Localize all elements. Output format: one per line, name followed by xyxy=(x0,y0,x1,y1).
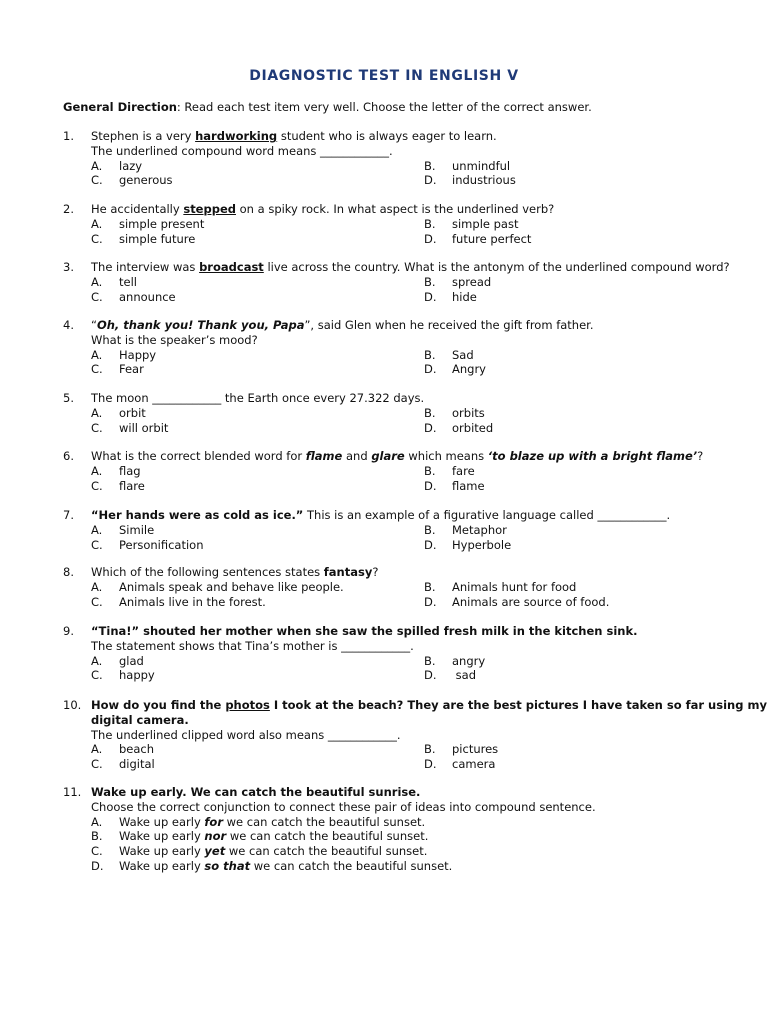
option-text: Animals speak and behave like people. xyxy=(119,579,344,594)
direction-text: : Read each test item very well. Choose the letter of the correct answer. xyxy=(176,100,592,114)
option-letter: A. xyxy=(91,347,103,362)
answer-options xyxy=(91,348,723,378)
answer-options xyxy=(91,742,723,772)
question-stem xyxy=(91,260,730,275)
option-letter: C. xyxy=(91,757,103,772)
question-stem: The moon ____________ the Earth once every 27.322 days. xyxy=(91,391,425,405)
answer-options xyxy=(91,580,723,610)
option-letter: C. xyxy=(91,537,103,552)
stem-text: How do you find the xyxy=(91,698,226,712)
option-b xyxy=(424,217,518,232)
option-c xyxy=(91,538,203,553)
option-b xyxy=(424,348,474,363)
option-text: simple future xyxy=(119,231,196,246)
option-text: orbits xyxy=(452,405,485,420)
option-a xyxy=(91,159,142,174)
option-a xyxy=(91,742,154,757)
option-text: orbited xyxy=(452,420,494,435)
option-d xyxy=(424,173,516,188)
option-letter: D. xyxy=(424,420,437,435)
question-number: 6. xyxy=(63,449,74,463)
option-letter: A. xyxy=(91,522,103,537)
option-b xyxy=(424,523,507,538)
option-text: will orbit xyxy=(119,420,169,435)
question-number: 11. xyxy=(63,785,82,799)
option-text: Wake up early xyxy=(119,829,205,844)
option-c xyxy=(91,232,195,247)
underlined-word: broadcast xyxy=(199,260,264,274)
option-text: lazy xyxy=(119,158,143,173)
option-letter: A. xyxy=(91,742,103,757)
question-stem xyxy=(91,698,767,713)
option-letter: C. xyxy=(91,420,103,435)
option-text: Angry xyxy=(452,362,486,377)
option-text: we can catch the beautiful sunset. xyxy=(225,844,428,859)
option-text: simple present xyxy=(119,216,205,231)
option-letter: D. xyxy=(424,362,437,377)
option-text: fare xyxy=(452,463,475,478)
conjunction: so that xyxy=(204,858,251,873)
option-d xyxy=(424,538,511,553)
option-letter: D. xyxy=(424,594,437,609)
question-number: 2. xyxy=(63,202,74,216)
option-text: announce xyxy=(119,289,176,304)
question-8 xyxy=(63,565,723,609)
option-letter: B. xyxy=(424,463,436,478)
option-a xyxy=(91,815,723,830)
question-3 xyxy=(63,260,730,304)
option-text: generous xyxy=(119,173,173,188)
question-11 xyxy=(63,785,723,874)
option-b xyxy=(424,742,498,757)
option-text: tell xyxy=(119,274,137,289)
option-letter: C. xyxy=(91,173,103,188)
question-number: 5. xyxy=(63,391,74,405)
stem-text: I took at the beach? They are the best pictures I have taken so far using my xyxy=(269,698,767,712)
option-text: Wake up early xyxy=(119,858,205,873)
option-c xyxy=(91,290,176,305)
question-stem xyxy=(91,318,723,333)
option-text: industrious xyxy=(452,173,516,188)
option-letter: B. xyxy=(424,274,436,289)
option-text: Metaphor xyxy=(452,522,507,537)
option-text: Hyperbole xyxy=(452,537,512,552)
quoted-sentence: “Her hands were as cold as ice.” xyxy=(91,508,304,522)
option-letter: D. xyxy=(424,537,437,552)
option-a xyxy=(91,406,146,421)
quoted-text: Oh, thank you! Thank you, Papa xyxy=(96,318,305,332)
page-title: DIAGNOSTIC TEST IN ENGLISH V xyxy=(249,68,519,84)
option-letter: D. xyxy=(424,668,437,683)
option-text: digital xyxy=(119,757,155,772)
option-letter: B. xyxy=(424,158,436,173)
option-d xyxy=(424,232,531,247)
option-a xyxy=(91,654,144,669)
option-d xyxy=(424,595,609,610)
stem-text: “ xyxy=(91,318,97,332)
underlined-word: hardworking xyxy=(195,129,278,143)
option-text: Sad xyxy=(452,347,474,362)
question-prompt: Choose the correct conjunction to connect these pair of ideas into compound sentence. xyxy=(91,799,596,814)
question-7 xyxy=(63,508,723,552)
option-letter: D. xyxy=(424,757,437,772)
question-stem xyxy=(91,565,723,580)
option-text: beach xyxy=(119,742,155,757)
option-letter: A. xyxy=(91,405,103,420)
question-stem xyxy=(91,508,723,523)
question-10 xyxy=(63,698,767,772)
option-text: pictures xyxy=(452,742,499,757)
answer-options xyxy=(91,406,723,436)
question-number: 7. xyxy=(63,508,74,522)
option-text: hide xyxy=(452,289,477,304)
emphasized-definition: ‘to blaze up with a bright flame’ xyxy=(487,449,698,463)
option-letter: A. xyxy=(91,463,103,478)
option-text: flag xyxy=(119,463,141,478)
question-stem xyxy=(91,202,723,217)
option-text: Animals live in the forest. xyxy=(119,594,266,609)
option-b xyxy=(424,580,576,595)
option-letter: A. xyxy=(91,653,103,668)
option-letter: A. xyxy=(91,158,103,173)
underlined-word: photos xyxy=(225,698,270,712)
option-letter: D. xyxy=(424,231,437,246)
question-number: 9. xyxy=(63,624,74,638)
option-a xyxy=(91,464,141,479)
question-stem-continued: digital camera. xyxy=(91,712,189,727)
option-d xyxy=(424,668,476,683)
option-text: future perfect xyxy=(452,231,532,246)
option-d xyxy=(424,290,477,305)
option-letter: B. xyxy=(91,829,103,844)
option-a xyxy=(91,580,344,595)
question-number: 4. xyxy=(63,318,74,332)
option-b xyxy=(91,829,723,844)
option-letter: C. xyxy=(91,668,103,683)
option-text: Personification xyxy=(119,537,204,552)
stem-text: ? xyxy=(372,565,379,579)
stem-text: and xyxy=(342,449,372,463)
conjunction: for xyxy=(204,814,223,829)
option-d xyxy=(424,362,486,377)
question-4 xyxy=(63,318,723,377)
question-number: 3. xyxy=(63,260,74,274)
option-letter: C. xyxy=(91,362,103,377)
stem-text: Stephen is a very xyxy=(91,129,196,143)
option-b xyxy=(424,406,485,421)
option-text: glad xyxy=(119,653,144,668)
answer-options xyxy=(91,523,723,553)
option-text: spread xyxy=(452,274,492,289)
option-letter: D. xyxy=(424,289,437,304)
question-prompt: The underlined clipped word also means ____________. xyxy=(91,727,401,742)
question-number: 8. xyxy=(63,565,74,579)
general-direction xyxy=(63,100,592,114)
question-5 xyxy=(63,391,723,435)
question-prompt: The underlined compound word means ____________. xyxy=(91,143,393,158)
option-text: angry xyxy=(452,653,486,668)
option-c xyxy=(91,595,266,610)
option-c xyxy=(91,479,145,494)
answer-options xyxy=(91,159,723,189)
stem-text: What is the correct blended word for xyxy=(91,449,306,463)
option-letter: B. xyxy=(424,653,436,668)
option-letter: A. xyxy=(91,216,103,231)
stem-text: which means xyxy=(404,449,488,463)
option-letter: B. xyxy=(424,579,436,594)
option-text: Animals hunt for food xyxy=(452,579,577,594)
answer-options xyxy=(91,217,723,247)
option-text: flame xyxy=(452,478,485,493)
question-number: 10. xyxy=(63,698,82,712)
stem-text: student who is always eager to learn. xyxy=(277,129,497,143)
option-letter: B. xyxy=(424,742,436,757)
option-text: orbit xyxy=(119,405,146,420)
option-text: happy xyxy=(119,668,155,683)
option-text: Simile xyxy=(119,522,155,537)
option-letter: C. xyxy=(91,289,103,304)
option-d xyxy=(424,757,495,772)
option-text: Happy xyxy=(119,347,157,362)
option-text: simple past xyxy=(452,216,519,231)
stem-text: live across the country. What is the antonym of the underlined compound word? xyxy=(263,260,730,274)
option-b xyxy=(424,275,491,290)
option-b xyxy=(424,464,475,479)
stem-text: on a spiky rock. In what aspect is the underlined verb? xyxy=(235,202,555,216)
option-b xyxy=(424,159,510,174)
option-a xyxy=(91,275,137,290)
underlined-word: stepped xyxy=(183,202,236,216)
option-letter: D. xyxy=(91,858,104,873)
option-text: Fear xyxy=(119,362,144,377)
option-c xyxy=(91,362,144,377)
question-stem: “Tina!” shouted her mother when she saw the spilled fresh milk in the kitchen sink. xyxy=(91,624,638,638)
option-letter: C. xyxy=(91,844,103,859)
option-c xyxy=(91,757,155,772)
option-text: sad xyxy=(452,668,476,683)
stem-text: He accidentally xyxy=(91,202,184,216)
option-c xyxy=(91,844,723,859)
option-letter: C. xyxy=(91,231,103,246)
emphasized-word: glare xyxy=(371,449,405,463)
option-d xyxy=(91,859,723,874)
option-a xyxy=(91,217,204,232)
option-letter: D. xyxy=(424,173,437,188)
option-letter: C. xyxy=(91,478,103,493)
option-text: we can catch the beautiful sunset. xyxy=(226,829,429,844)
question-prompt: The statement shows that Tina’s mother is ____________. xyxy=(91,638,414,653)
option-d xyxy=(424,479,485,494)
answer-options xyxy=(91,275,723,305)
question-number: 1. xyxy=(63,129,74,143)
question-6 xyxy=(63,449,723,493)
stem-text: Which of the following sentences states xyxy=(91,565,324,579)
option-a xyxy=(91,523,154,538)
option-c xyxy=(91,421,168,436)
question-stem: Wake up early. We can catch the beautiful sunrise. xyxy=(91,785,421,799)
emphasized-word: fantasy xyxy=(323,565,373,579)
option-letter: B. xyxy=(424,216,436,231)
stem-text: The interview was xyxy=(91,260,200,274)
stem-text: ”, said Glen when he received the gift from father. xyxy=(304,318,594,332)
option-text: Animals are source of food. xyxy=(452,594,610,609)
option-c xyxy=(91,173,173,188)
option-b xyxy=(424,654,485,669)
option-letter: D. xyxy=(424,478,437,493)
option-text: Wake up early xyxy=(119,844,205,859)
stem-text: ? xyxy=(697,449,704,463)
option-text: unmindful xyxy=(452,158,511,173)
conjunction: yet xyxy=(204,844,226,859)
answer-options xyxy=(91,654,723,684)
question-prompt: What is the speaker’s mood? xyxy=(91,332,258,347)
question-9 xyxy=(63,624,723,683)
option-d xyxy=(424,421,493,436)
question-stem xyxy=(91,129,723,144)
option-letter: B. xyxy=(424,522,436,537)
option-text: Wake up early xyxy=(119,814,205,829)
direction-label: General Direction xyxy=(63,100,177,114)
option-letter: C. xyxy=(91,594,103,609)
answer-options xyxy=(91,464,723,494)
question-stem xyxy=(91,449,723,464)
option-letter: A. xyxy=(91,579,103,594)
question-1 xyxy=(63,129,723,188)
emphasized-word: flame xyxy=(305,449,343,463)
option-letter: A. xyxy=(91,274,103,289)
option-letter: B. xyxy=(424,347,436,362)
stem-text: This is an example of a figurative language called ____________. xyxy=(303,508,671,522)
option-text: flare xyxy=(119,478,145,493)
option-text: we can catch the beautiful sunset. xyxy=(250,858,453,873)
option-a xyxy=(91,348,156,363)
option-text: we can catch the beautiful sunset. xyxy=(223,814,426,829)
option-text: camera xyxy=(452,757,496,772)
question-2 xyxy=(63,202,723,246)
option-letter: A. xyxy=(91,814,103,829)
option-letter: B. xyxy=(424,405,436,420)
conjunction: nor xyxy=(204,829,227,844)
option-c xyxy=(91,668,155,683)
